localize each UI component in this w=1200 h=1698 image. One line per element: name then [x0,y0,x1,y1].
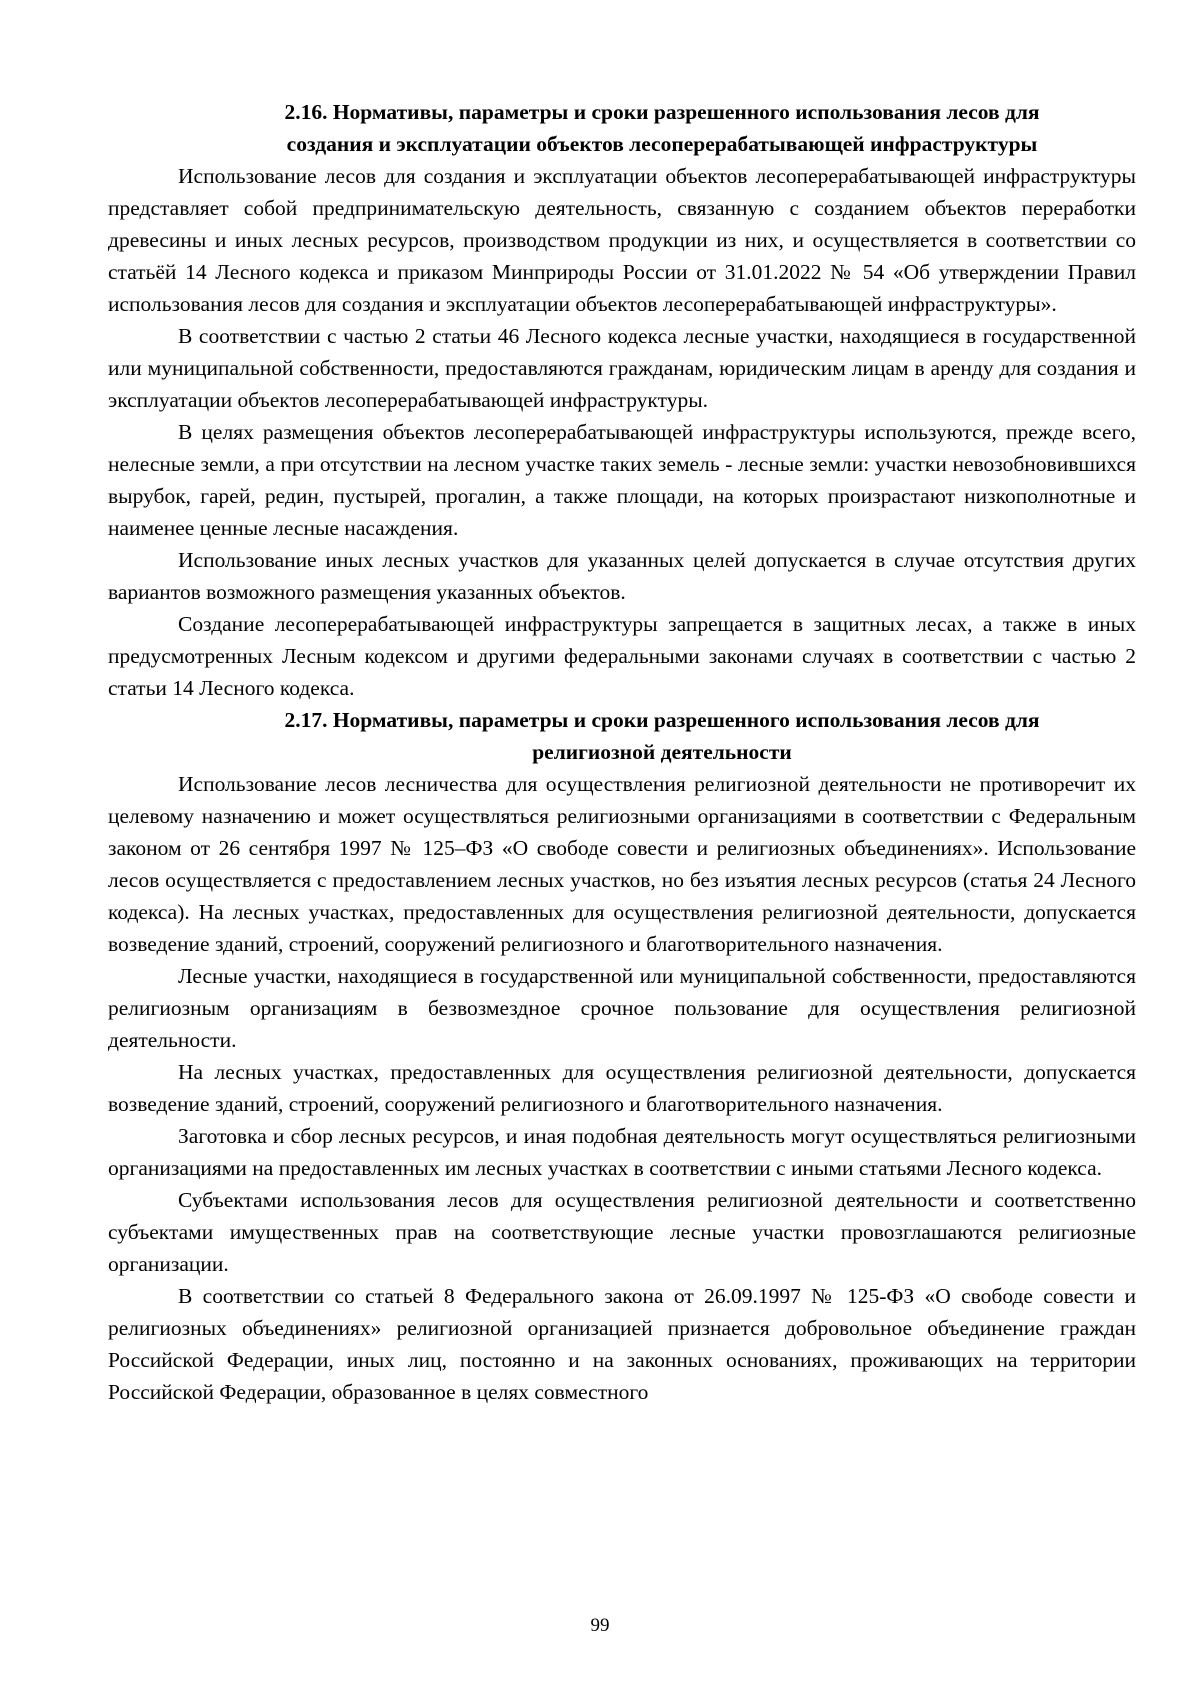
section-heading-2-17 [108,704,1136,768]
paragraph: В соответствии со статьей 8 Федерального закона от 26.09.1997 № 125-ФЗ «О свободе совести и религиозных объединениях» религиозной организацией признается добровольное объединение граждан Российской Федерации, иных лиц, постоянно и на законных основаниях, проживающих на территории Российской Федерации, образованное в целях совместного [108,1284,1136,1404]
paragraph: Субъектами использования лесов для осуществления религиозной деятельности и соответственно субъектами имущественных прав на соответствующие лесные участки провозглашаются религиозные организации. [108,1188,1136,1276]
heading-line: 2.16. Нормативы, параметры и сроки разрешенного использования лесов для [284,100,1040,124]
paragraph: Заготовка и сбор лесных ресурсов, и иная подобная деятельность могут осуществляться религиозными организациями на предоставленных им лесных участках в соответствии с иными статьями Лесного кодекса. [108,1124,1136,1180]
paragraph: Лесные участки, находящиеся в государственной или муниципальной собственности, предоставляются религиозным организациям в безвозмездное срочное пользование для осуществления религиозной деятельности. [108,964,1136,1052]
paragraph: На лесных участках, предоставленных для осуществления религиозной деятельности, допускается возведение зданий, строений, сооружений религиозного и благотворительного назначения. [108,1060,1136,1116]
paragraph: Использование лесов лесничества для осуществления религиозной деятельности не противоречит их целевому назначению и может осуществляться религиозными организациями в соответствии с Федеральным законом от 26 сентября 1997 № 125–ФЗ «О свободе совести и религиозных объединениях». Использование лесов осуществляется с предоставлением лесных участков, но без изъятия лесных ресурсов (статья 24 Лесного кодекса). На лесных участках, предоставленных для осуществления религиозной деятельности, допускается возведение зданий, строений, сооружений религиозного и благотворительного назначения. [108,772,1136,956]
paragraph: Использование лесов для создания и эксплуатации объектов лесоперерабатывающей инфраструктуры представляет собой предпринимательскую деятельность, связанную с созданием объектов переработки древесины и иных лесных ресурсов, производством продукции из них, и осуществляется в соответствии со статьёй 14 Лесного кодекса и приказом Минприроды России от 31.01.2022 № 54 «Об утверждении Правил использования лесов для создания и эксплуатации объектов лесоперерабатывающей инфраструктуры». [108,164,1136,316]
paragraph: В соответствии с частью 2 статьи 46 Лесного кодекса лесные участки, находящиеся в государственной или муниципальной собственности, предоставляются гражданам, юридическим лицам в аренду для создания и эксплуатации объектов лесоперерабатывающей инфраструктуры. [108,324,1136,412]
paragraph: В целях размещения объектов лесоперерабатывающей инфраструктуры используются, прежде всего, нелесные земли, а при отсутствии на лесном участке таких земель - лесные земли: участки невозобновившихся вырубок, гарей, редин, пустырей, прогалин, а также площади, на которых произрастают низкополнотные и наименее ценные лесные насаждения. [108,420,1136,540]
page-number: 99 [590,1615,610,1636]
heading-line: 2.17. Нормативы, параметры и сроки разрешенного использования лесов для [284,708,1040,732]
heading-line: создания и эксплуатации объектов лесоперерабатывающей инфраструктуры [286,132,1038,156]
heading-line: религиозной деятельности [532,740,792,764]
section-heading-2-16 [108,96,1136,160]
paragraph: Создание лесоперерабатывающей инфраструктуры запрещается в защитных лесах, а также в иных предусмотренных Лесным кодексом и другими федеральными законами случаях в соответствии с частью 2 статьи 14 Лесного кодекса. [108,612,1136,700]
document-page [108,96,1136,1408]
paragraph: Использование иных лесных участков для указанных целей допускается в случае отсутствия других вариантов возможного размещения указанных объектов. [108,548,1136,604]
